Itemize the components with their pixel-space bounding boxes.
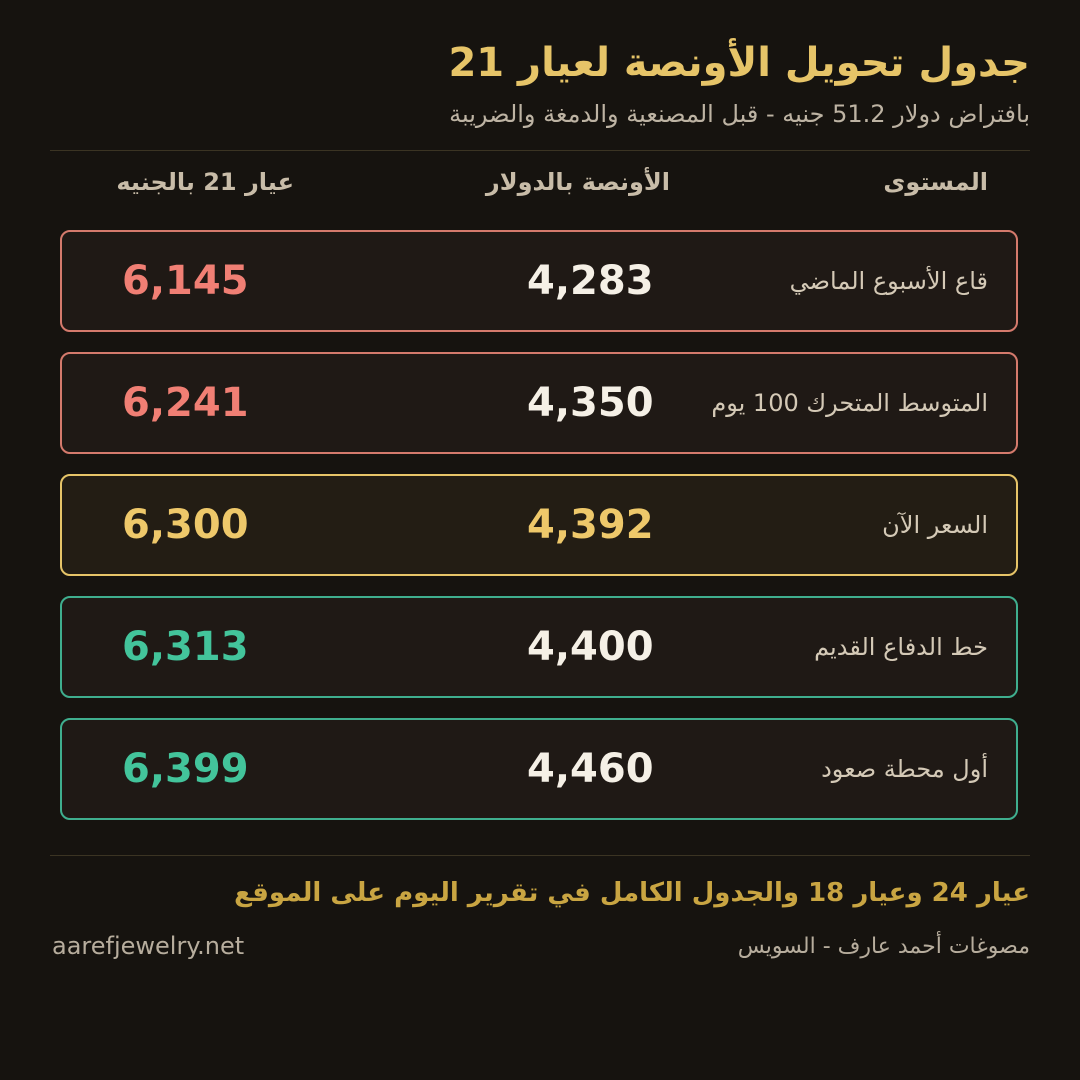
row-level-label: أول محطة صعود [821, 755, 988, 783]
row-ounce-usd: 4,460 [527, 746, 654, 792]
row-k21-egp: 6,399 [122, 746, 249, 792]
footer-credit: مصوغات أحمد عارف - السويس [737, 934, 1030, 959]
row-k21-egp: 6,145 [122, 258, 249, 304]
column-header-level: المستوى [883, 168, 988, 196]
table-row [60, 596, 1018, 698]
row-ounce-usd: 4,392 [527, 502, 654, 548]
footer-cta-text: عيار 24 وعيار 18 والجدول الكامل في تقرير اليوم على الموقع [234, 878, 1030, 908]
table-row [60, 352, 1018, 454]
row-level-label: خط الدفاع القديم [814, 633, 988, 661]
row-ounce-usd: 4,350 [527, 380, 654, 426]
page-subtitle: بافتراض دولار 51.2 جنيه - قبل المصنعية والدمغة والضريبة [449, 100, 1030, 128]
column-header-k21-egp: عيار 21 بالجنيه [116, 168, 294, 196]
column-header-ounce-usd: الأونصة بالدولار [485, 168, 670, 196]
table-row-current [60, 474, 1018, 576]
row-level-label: السعر الآن [882, 511, 988, 539]
row-ounce-usd: 4,400 [527, 624, 654, 670]
table-row [60, 718, 1018, 820]
footer-divider [50, 855, 1030, 856]
row-level-label: قاع الأسبوع الماضي [789, 267, 988, 295]
table-row [60, 230, 1018, 332]
page-title: جدول تحويل الأونصة لعيار 21 [448, 40, 1030, 86]
header-divider [50, 150, 1030, 151]
row-k21-egp: 6,300 [122, 502, 249, 548]
website-link[interactable]: aarefjewelry.net [52, 932, 245, 960]
row-ounce-usd: 4,283 [527, 258, 654, 304]
row-k21-egp: 6,313 [122, 624, 249, 670]
row-k21-egp: 6,241 [122, 380, 249, 426]
row-level-label: المتوسط المتحرك 100 يوم [711, 389, 988, 417]
